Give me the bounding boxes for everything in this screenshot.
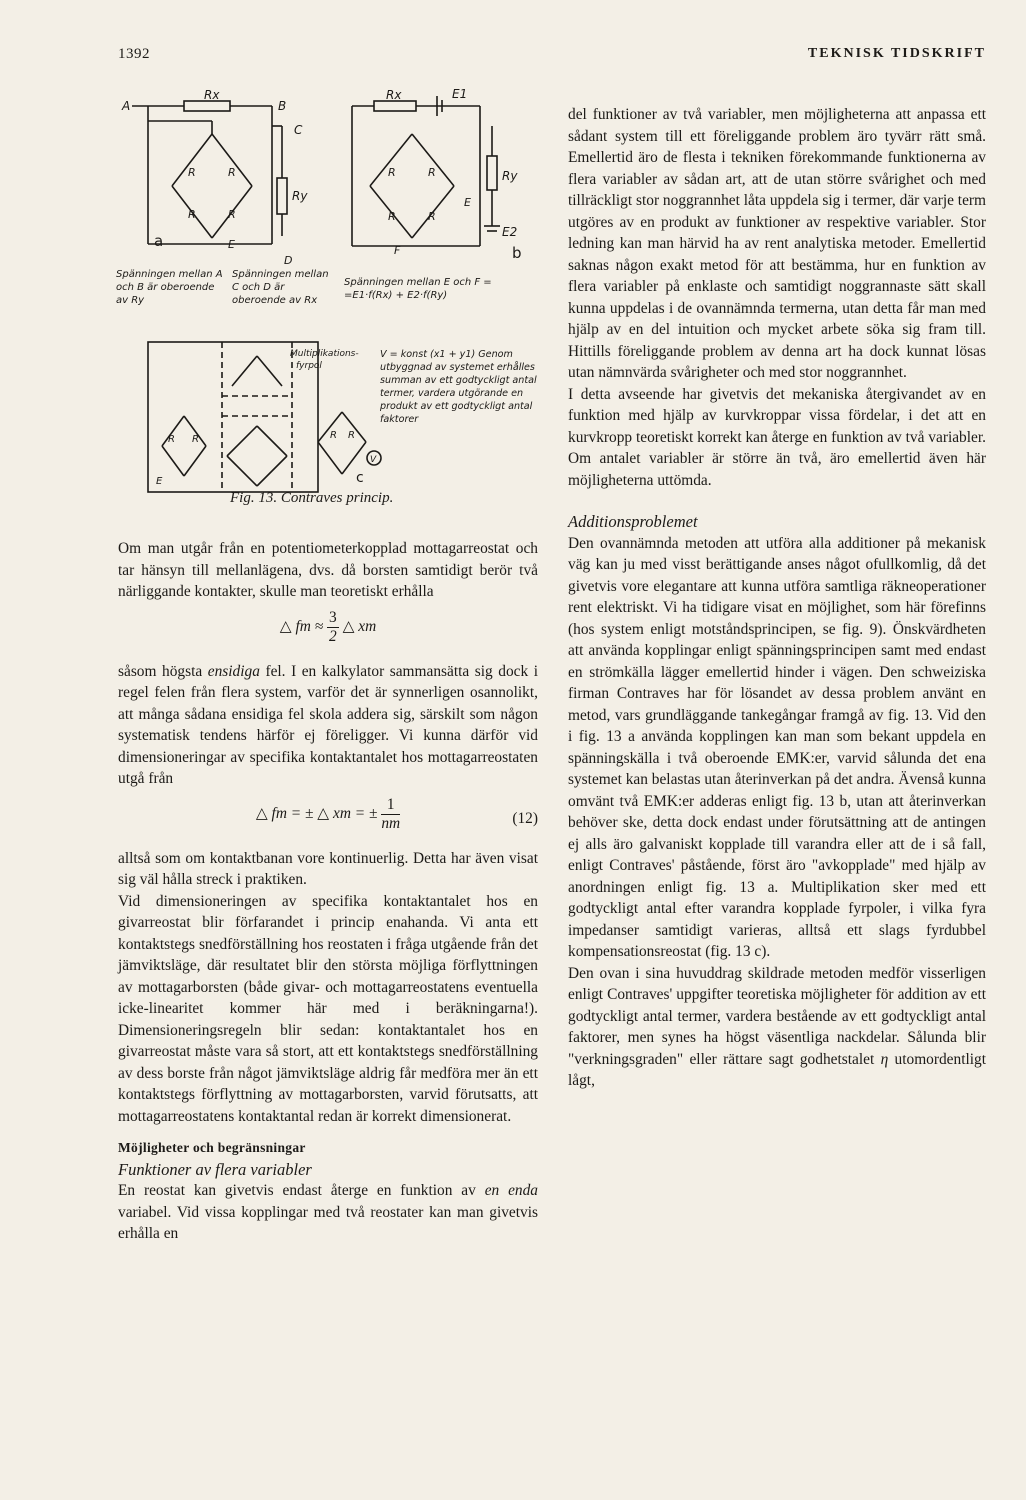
circuit-c — [148, 342, 381, 492]
label-R-a3: R — [188, 208, 196, 221]
label-A: A — [122, 99, 131, 113]
numerator: 1 — [381, 796, 400, 815]
journal-title: TEKNISK TIDSKRIFT — [807, 46, 986, 61]
label-R-a1: R — [188, 166, 196, 179]
label-Rx-a: Rx — [204, 88, 220, 102]
label-R-c1: R — [168, 434, 175, 445]
equation-number: (12) — [512, 809, 538, 827]
equation-1-rhs: △ xm — [342, 617, 377, 635]
label-R-a2: R — [228, 166, 236, 179]
fraction-3-2 — [327, 609, 339, 646]
figure-13 — [112, 86, 542, 526]
label-F: F — [394, 244, 401, 257]
label-R-c2: R — [192, 434, 199, 445]
denominator: nm — [381, 814, 401, 832]
text-run: såsom högsta — [118, 662, 208, 680]
label-R-b1: R — [388, 166, 396, 179]
circuit-b — [352, 96, 500, 246]
label-B: B — [278, 99, 287, 113]
label-R-c3: R — [330, 430, 337, 441]
subsection-heading: Additionsproblemet — [568, 512, 698, 531]
label-c: c — [356, 470, 364, 486]
right-column — [568, 104, 986, 1092]
figure-caption: Fig. 13. Contraves princip. — [230, 490, 394, 506]
label-R-b4: R — [428, 210, 436, 223]
paragraph: Vid dimensioneringen av specifika kontaktantalet hos en givarreostat blir förfarandet i princip enahanda. Vi anta ett kontaktstegs snedförställning hos reostaten i fråga utgående från det jämviktsläge, där resultatet blir den största möjliga förflyttningen av mottagarborsten (både givar- och mottagarreostatens eventuella icke-linearitet kommer här med i beräkningarna!). Dimensioneringsregeln blir sedan: kontaktantalet hos en givarreostat måste vara så stort, att ett kontaktstegs snedförställning av dess borste från något jämviktsläge aldrig får medföra mer än ett kontaktstegs förflyttning av mottagarborsten, varvid förutsatts, att mottagarreostatens kontaktantal redan är korrekt dimensionerat. — [118, 892, 538, 1125]
note-c: V = konst (x1 + y1) Genom utbyggnad av systemet erhålles summan av ett godtyckligt antal termer, vardera utgörande en produkt av ett godtyckligt antal faktorer — [380, 349, 537, 425]
label-E-c: E — [156, 476, 163, 487]
paragraph: alltså som om kontaktbanan vore kontinuerlig. Detta har även visat sig väl hålla streck i praktiken. — [118, 849, 538, 888]
section-heading: Möjligheter och begränsningar — [118, 1140, 306, 1155]
equation-1-lhs: △ fm ≈ — [279, 617, 324, 635]
equation-1 — [118, 609, 538, 653]
label-E-a: E — [228, 238, 235, 251]
paragraph — [118, 661, 538, 790]
label-R-b3: R — [388, 210, 396, 223]
note-a1: Spänningen mellan A och B är oberoende av Ry — [116, 269, 223, 306]
page-number: 1392 — [118, 46, 150, 62]
label-Ry-b: Ry — [502, 169, 518, 183]
emphasis: η — [880, 1050, 889, 1068]
paragraph: Den ovannämnda metoden att utföra alla additioner på mekanisk väg kan ju med visst berättigande anses något ofullkomlig, då det givetvis vore elegantare att kunna utföra samtliga räkneoperationer rent elektriskt. Vi ha tidigare visat en möjlighet, som här förefinns (hos system enligt motståndsprincipen, se fig. 9). Önskvärdheten att använda kopplingar enligt spänningsprincipen samt med endast en strömkälla lägger emellertid hinder i vägen. Den schweiziska firman Contraves har för lösandet av dessa problem använt en metod, vars grundläggande tankegångar framgå av fig. 13. Vid den i fig. 13 a använda kopplingen kan man som bekant uppdela en spänningskälla i två oberoende EMK:er, varvid sålunda det ena systemet kan belastas utan återinverkan på det andra. Ävenså kunna omvänt två EMK:er adderas enligt fig. 13 b, utan att återinverkan behöver ske, detta dock endast under förutsättning att de antingen ej alls äro galvaniskt kopplade till varandra eller att de i så fall, enligt Contraves' påstående, först äro "avkopplade" med hjälp av anordningen enligt fig. 13 a. Multiplikation sker med ett godtyckligt antal efter varandra kopplade fyrpoler, i vilka fyra impedanser samtidigt varieras, alltså ett slags fyrdubbel kompensationsreostat (fig. 13 c). — [568, 534, 986, 960]
emphasis: ensidiga — [207, 662, 260, 680]
equation-12 — [118, 796, 538, 840]
label-E1: E1 — [452, 87, 468, 101]
label-Rx-b: Rx — [386, 88, 402, 102]
label-E2: E2 — [502, 225, 518, 239]
label-E-b: E — [464, 196, 471, 209]
text-run: En reostat kan givetvis endast återge en funktion av — [118, 1182, 485, 1199]
paragraph: Om man utgår från en potentiometerkopplad mottagarreostat och tar hänsyn till mellanlägena, dvs. då borsten samtidigt berör två närliggande kontakter, skulle man teoretiskt erhålla — [118, 540, 538, 600]
left-column — [118, 538, 538, 1245]
note-b: Spänningen mellan E och F = =E1·f(Rx) + E2·f(Ry) — [344, 277, 492, 301]
denominator: 2 — [329, 627, 337, 645]
text-run: Den ovan i sina huvuddrag skildrade metoden medför visserligen enligt Contraves' uppgifter teoretiska möjligheter för addition av ett godtyckligt antal termer, vardera bestående av ett godtyckligt antal faktorer, men synes ha högst väsentliga nackdelar. Sålunda blir "verkningsgraden" eller rättare sagt godhetstalet — [568, 964, 986, 1068]
equation-12-lhs: △ fm = ± △ xm = ± — [255, 804, 378, 822]
label-b: b — [512, 244, 522, 262]
text-run: variabel. Vid vissa kopplingar med två reostater kan man givetvis erhålla en — [118, 1203, 538, 1242]
paragraph — [118, 1180, 538, 1245]
fraction-1-nm — [381, 796, 400, 833]
label-fyrpol: fyrpol — [296, 361, 322, 371]
text-run: fel. I en kalkylator sammansätta sig dock i regel felen från flera system, varför det är synnerligen osannolikt, att många sådana ensidiga fel skola addera sig, särskilt som någon systematisk tendens härför ej föreligger. Vi kunna därför vid dimensioneringar av specifika kontaktantalet hos mottagarreostaten utgå från — [118, 662, 539, 787]
circuit-a — [132, 101, 287, 244]
subsection-heading: Funktioner av flera variabler — [118, 1159, 312, 1179]
label-V: V — [370, 455, 377, 465]
paragraph: del funktioner av två variabler, men möjligheterna att anpassa ett sådant system till ett föreliggande problem äro tyvärr rätt små. Emellertid äro de flesta i tekniken förekommande funktionerna av flera variabler av sådan art, att de utan större svårighet och med tillräckligt stor noggrannhet låta uppdela sig i termer, där varje term utgöres av en produkt av funktioner av respektive variabler. Stor ledning kan man härvid ha av rent analytiska metoder. Emellertid saknas någon exakt metod för att bestämma, hur en funktion av flera variabler på enklaste och samtidigt noggrannaste sätt skall kunna uppdelas i de ovannämnda termerna, utan detta får man med hjälp av en del intuition och mycket arbete söka sig fram till. Hittills föreliggande problem av denna art ha dock kunnat lösas utan nämnvärda svårigheter och med stor noggrannhet. — [568, 106, 986, 381]
numerator: 3 — [329, 608, 337, 626]
label-R-a4: R — [228, 208, 236, 221]
label-C: C — [294, 123, 303, 137]
label-R-c4: R — [348, 430, 355, 441]
paragraph — [568, 963, 986, 1092]
text-run: utomordentligt lågt, — [568, 1050, 987, 1089]
label-mult: Multiplikations- — [290, 349, 359, 359]
label-a: a — [154, 232, 164, 250]
note-a2: Spänningen mellan C och D är oberoende av Rx — [232, 269, 329, 306]
label-Ry-a: Ry — [292, 189, 308, 203]
label-D: D — [284, 254, 293, 267]
emphasis: en enda — [484, 1182, 538, 1199]
label-R-b2: R — [428, 166, 436, 179]
paragraph: I detta avseende har givetvis det mekaniska återgivandet av en funktion med hjälp av kurvkroppar vissa fördelar, i det att en kurvkropp teoretiskt korrekt kan återge en funktion av två variabler. Om antalet variabler är större än två, äro emellertid även här möjligheterna uttömda. — [568, 385, 986, 489]
